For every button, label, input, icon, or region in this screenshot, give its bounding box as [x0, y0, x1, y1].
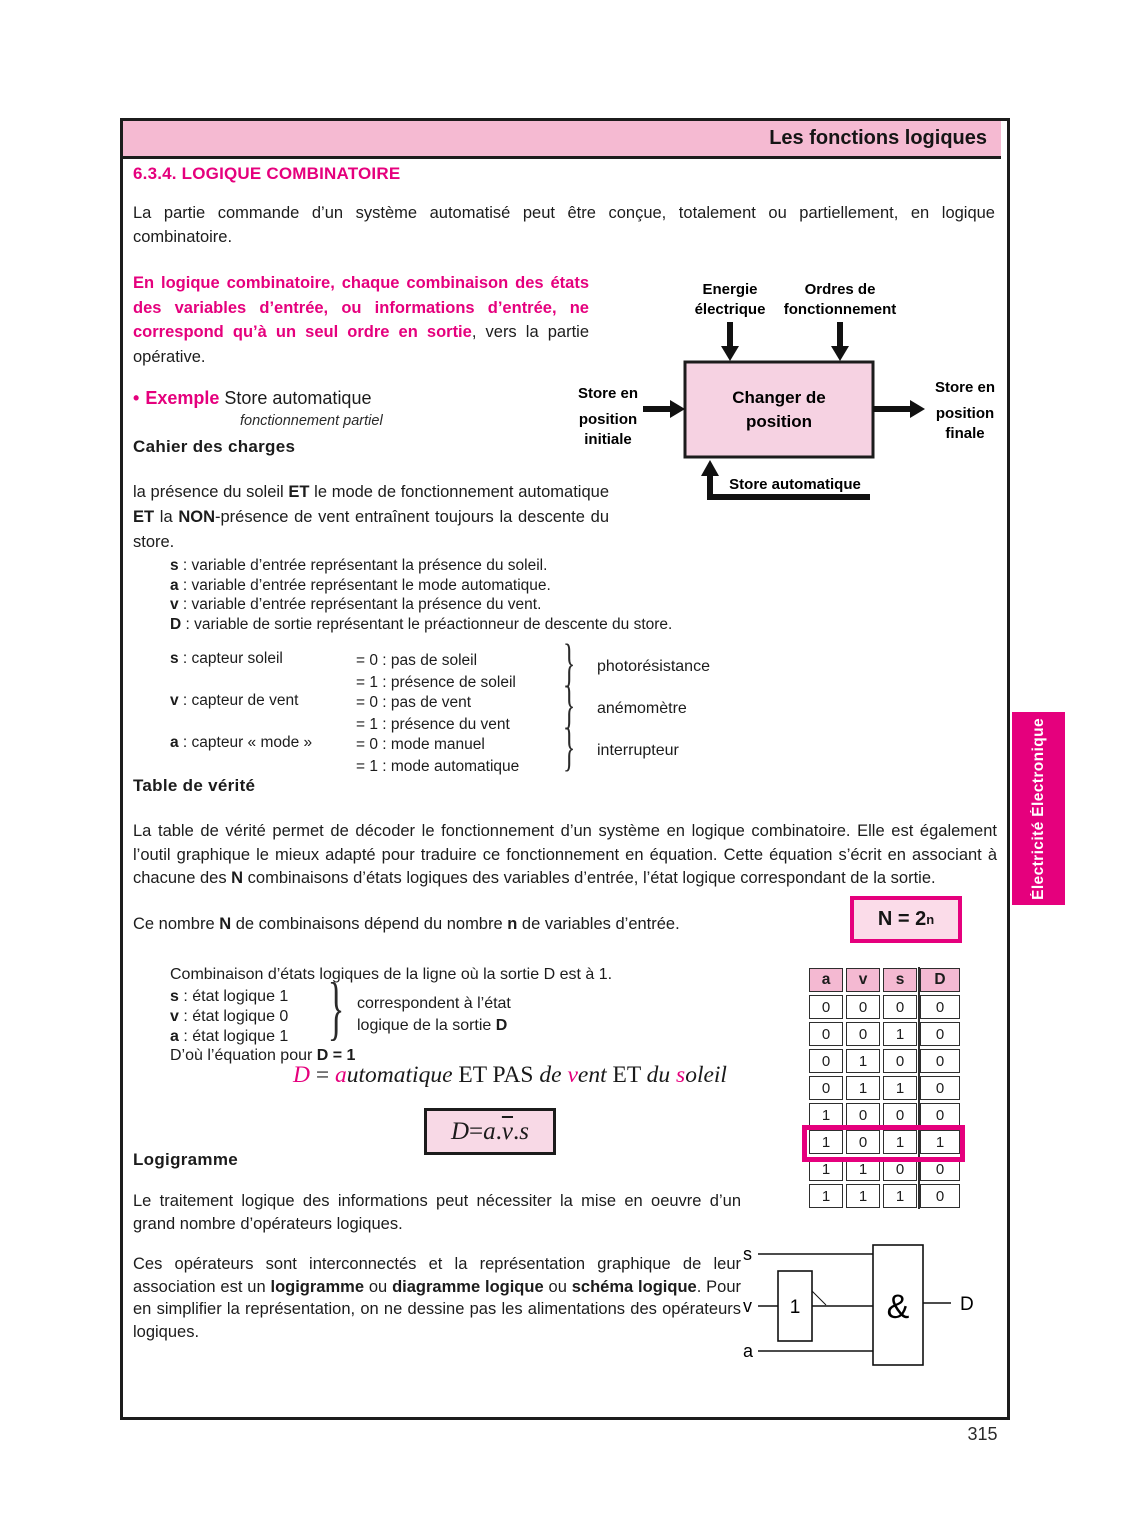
page-number: 315 [967, 1424, 998, 1444]
box-label-line1: Changer de [732, 388, 826, 407]
sensor-device: anémomètre [597, 700, 687, 717]
input-s-label: s [743, 1244, 752, 1264]
input-v-label: v [743, 1296, 752, 1316]
spec-paragraph [133, 480, 609, 555]
logigramme-paragraph-1: Le traitement logique des informations peut nécessiter la mise en oeuvre d’un grand nombre d’opérateurs logiques. [133, 1192, 741, 1233]
cahier-heading: Cahier des charges [133, 437, 296, 456]
box-label-line2: position [745, 412, 813, 431]
input-arrowhead-icon [670, 400, 685, 418]
sensor-label [170, 650, 283, 668]
spec-text2: le mode de fonctionnement automatique [309, 483, 610, 501]
truth-table [806, 965, 963, 1211]
combination-item: a : état logique 1 [170, 1028, 289, 1045]
orders-label-line2: fonctionnement [783, 301, 897, 318]
variable-item [170, 556, 672, 576]
combination-note [357, 993, 511, 1036]
table-row: 1 1 0 0 [809, 1157, 960, 1181]
tv-N: N [231, 869, 244, 887]
note-line2: logique de la sortie D [357, 1016, 508, 1034]
table-row: 0 0 0 0 [809, 995, 960, 1019]
table-row-highlighted: 1 0 1 1 [809, 1130, 960, 1154]
sensor-values [356, 734, 519, 777]
orders-label-line1: Ordres de [804, 281, 876, 298]
eq-v: v [567, 1062, 578, 1088]
left-label-line1: Store en [577, 385, 639, 402]
sensor-value-1: = 1 : présence du vent [356, 715, 510, 733]
output-arrowhead-icon [910, 400, 925, 418]
table-row: 0 1 1 0 [809, 1076, 960, 1100]
right-label-line1: Store en [934, 379, 996, 396]
left-label-line3: initiale [584, 431, 632, 448]
combination-conclusion: D’où l’équation pour D = 1 [170, 1047, 356, 1064]
table-row: 0 1 0 0 [809, 1049, 960, 1073]
sensor-device: photorésistance [597, 658, 710, 675]
combination-intro: Combinaison d’états logiques de la ligne où la sortie D est à 1. [170, 966, 613, 983]
example-label: Exemple [145, 388, 220, 408]
spec-non: NON [178, 508, 216, 526]
word-equation: D = automatique ET PAS de vent ET du soleil [293, 1062, 727, 1088]
table-row: 1 1 1 0 [809, 1184, 960, 1208]
variable-text: : variable d’entrée représentant la présence du soleil. [178, 557, 548, 574]
sensor-key: s [170, 650, 179, 667]
changer-position-box [685, 362, 873, 457]
sensor-value-0: = 0 : pas de soleil [356, 652, 478, 669]
spec-text3: la [154, 508, 179, 526]
example-bullet: • [133, 388, 140, 408]
variable-key: s [170, 557, 179, 574]
logic-gate-diagram [733, 1225, 998, 1400]
variable-item [170, 615, 672, 635]
table-row: 0 0 1 0 [809, 1022, 960, 1046]
input-a-label: a [743, 1341, 754, 1361]
variable-text: : variable d’entrée représentant la présence du vent. [178, 596, 542, 613]
sensor-value-0: = 0 : mode manuel [356, 736, 485, 753]
principle-paragraph [133, 271, 589, 369]
brace-icon: } [563, 677, 576, 735]
variable-item [170, 576, 672, 596]
energy-arrowhead-icon [721, 346, 739, 361]
example-heading [133, 388, 371, 409]
store-block-diagram [568, 276, 1004, 512]
brace-icon: } [327, 967, 345, 1048]
sensor-device: interrupteur [597, 742, 679, 759]
right-label-line3: finale [945, 425, 985, 442]
variable-key: D [170, 615, 182, 633]
combination-items [170, 987, 288, 1047]
side-tab-label: Électricité Électronique [1029, 717, 1047, 900]
variable-text: : variable d’entrée représentant le mode automatique. [178, 576, 551, 594]
output-d-label: D [960, 1294, 974, 1315]
principle-highlight: En logique combinatoire, chaque combinaison des états des variables d’entrée, ou informations d’entrée, ne correspond qu’à un seul ordre en sortie [133, 274, 589, 341]
store-auto-arrowhead-icon [701, 460, 719, 476]
sensor-key: v [170, 692, 179, 709]
inversion-tick-icon [812, 1291, 826, 1305]
truth-table-highlight [802, 1125, 965, 1162]
spec-text: la présence du soleil [133, 483, 289, 501]
store-auto-label: Store automatique [729, 476, 861, 493]
n-formula-base: N = 2 [877, 908, 927, 930]
spec-text4: -présence de vent entraînent toujours la descente du store. [133, 508, 610, 551]
variable-item [170, 595, 672, 615]
table-row: 1 0 0 0 [809, 1103, 960, 1127]
chapter-title: Les fonctions logiques [769, 127, 987, 149]
sensor-label [170, 692, 298, 710]
example-subtitle: fonctionnement partiel [240, 413, 383, 429]
left-label-line2: position [578, 411, 638, 428]
sensor-name: : capteur « mode » [178, 734, 313, 751]
combination-item: s : état logique 1 [170, 988, 289, 1005]
sensor-key: a [170, 734, 179, 751]
spec-et1: ET [288, 483, 310, 501]
intro-paragraph: La partie commande d’un système automatisé peut être conçue, totalement ou partiellement, en logique combinatoire. [133, 204, 995, 246]
eq-a: a [335, 1062, 347, 1088]
sensor-values [356, 692, 510, 735]
brace-icon: } [563, 635, 576, 693]
truth-section-heading: Table de vérité [133, 776, 256, 795]
sensor-values [356, 650, 516, 693]
sensor-value-0: = 0 : pas de vent [356, 694, 472, 711]
variable-text: : variable de sortie représentant le préactionneur de descente du store. [181, 615, 673, 633]
brace-icon: } [563, 719, 576, 777]
variable-key: v [170, 596, 179, 613]
v-bar: $\overline{v}$ [501, 1117, 514, 1145]
n-formula-exponent: n [926, 912, 935, 927]
n-formula-box [850, 896, 962, 943]
section-title: 6.3.4. LOGIQUE COMBINATOIRE [133, 164, 401, 183]
sensor-name: : capteur de vent [178, 692, 299, 709]
variable-key: a [170, 576, 179, 594]
spec-et2: ET [133, 508, 155, 526]
logigramme-paragraph-2: Ces opérateurs sont interconnectés et la représentation graphique de leur association est un logigramme ou diagramme logique ou schéma logique. Pour en simplifier la représentation, on ne dessine pas les alimentations des opérateurs logiques. [133, 1255, 742, 1341]
note-line1: correspondent à l’état [357, 995, 511, 1012]
sensor-value-1: = 1 : présence de soleil [356, 673, 516, 691]
chapter-side-tab [1012, 712, 1065, 905]
eq-s: s [676, 1062, 686, 1088]
orders-arrowhead-icon [831, 346, 849, 361]
truth-section-paragraph [133, 820, 997, 891]
truth-section-lastline: Ce nombre N de combinaisons dépend du nombre n de variables d’entrée. [133, 915, 680, 933]
equation-box: D = a . $\overline{v}$ . s [424, 1108, 556, 1155]
variables-list [170, 556, 672, 634]
and-gate-label: & [886, 1288, 910, 1326]
truth-table-header: a v s D [809, 968, 960, 992]
eq-D: D [293, 1062, 310, 1088]
energy-label-line1: Energie [702, 281, 758, 298]
sensor-name: : capteur soleil [178, 650, 283, 667]
sensor-label [170, 734, 312, 752]
chapter-banner [123, 121, 1001, 159]
tv-text2: combinaisons d’états logiques des variables d’entrée, l’état logique correspondant de la sortie. [243, 869, 936, 887]
example-title: Store automatique [224, 388, 372, 408]
logigramme-heading: Logigramme [133, 1150, 239, 1169]
sensor-value-1: = 1 : mode automatique [356, 757, 520, 775]
tv-text: La table de vérité permet de décoder le fonctionnement d’un système en logique combinatoire. Elle est également l’outil graphique le mieux adapté pour traduire ce fonctionnement en équation. Cette équation s’écrit en associant à chacune des [133, 822, 997, 887]
combination-item: v : état logique 0 [170, 1008, 289, 1025]
energy-label-line2: électrique [694, 301, 766, 318]
right-label-line2: position [935, 405, 995, 422]
principle-tail: , vers la partie opérative. [133, 323, 589, 366]
not-gate-label: 1 [789, 1297, 801, 1318]
table-double-rule [918, 967, 920, 1209]
